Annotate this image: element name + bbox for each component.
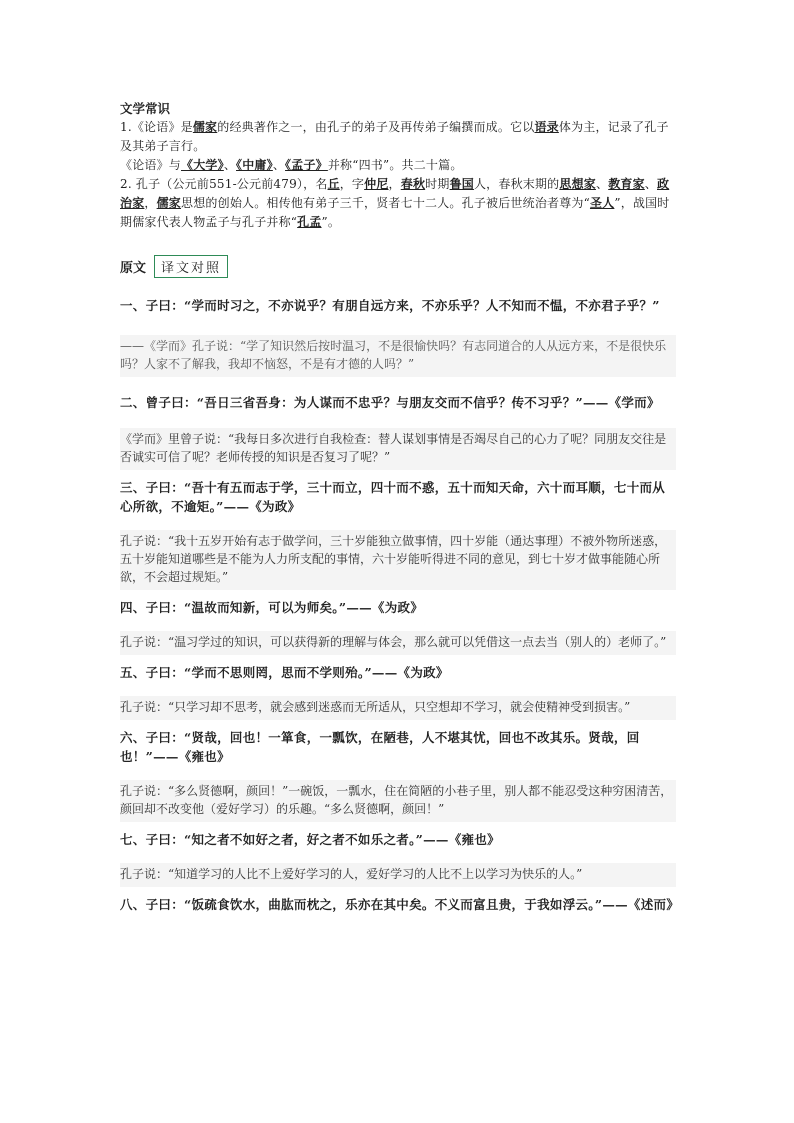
section-5-quote: 五、子曰：“学而不思则罔，思而不学则殆。”——《为政》: [120, 665, 449, 680]
knowledge-paragraph-2: 《论语》与《大学》、《中庸》、《孟子》并称“四书”。共二十篇。: [120, 158, 463, 172]
section-1-translation: ——《学而》孔子说：“学了知识然后按时温习，不是很愉快吗？有志同道合的人从远方来，不是很快乐吗？人家不了解我，我却不恼怒，不是有才德的人吗？”: [120, 335, 676, 377]
knowledge-paragraph-3: 2. 孔子（公元前551-公元前479），名丘，字仲尼，春秋时期鲁国人，春秋末期的思想家、教育家、政治家，儒家思想的创始人。相传他有弟子三千，贤者七十二人。孔子被后世统治者尊为“圣人”，战国时期儒家代表人物孟子与孔子并称“孔孟”。: [120, 177, 670, 229]
section-2-quote: 二、曾子曰：“吾日三省吾身：为人谋而不忠乎？与朋友交而不信乎？传不习乎？”——《学而》: [120, 395, 660, 410]
section-5-translation: 孔子说：“只学习却不思考，就会感到迷惑而无所适从，只空想却不学习，就会使精神受到损害。”: [120, 696, 676, 720]
tab-original[interactable]: 原文: [120, 260, 147, 276]
section-2-translation: 《学而》里曾子说：“我每日多次进行自我检查：替人谋划事情是否竭尽自己的心力了呢？同朋友交往是否诚实可信了呢？老师传授的知识是否复习了呢？”: [120, 428, 676, 470]
section-4-quote: 四、子曰：“温故而知新，可以为师矣。”——《为政》: [120, 600, 424, 615]
section-8-quote: 八、子曰：“饭疏食饮水，曲肱而枕之，乐亦在其中矣。不义而富且贵，于我如浮云。”——《述而》: [120, 897, 680, 912]
section-1-quote: 一、子曰：“学而时习之，不亦说乎？有朋自远方来，不亦乐乎？人不知而不愠，不亦君子乎？”: [120, 298, 660, 313]
section-3-quote: 三、子曰：“吾十有五而志于学，三十而立，四十而不惑，五十而知天命，六十而耳顺，七十而从心所欲，不逾矩。”——《为政》: [120, 480, 666, 514]
section-3-translation: 孔子说：“我十五岁开始有志于做学问，三十岁能独立做事情，四十岁能（通达事理）不被外物所迷惑，五十岁能知道哪些是不能为人力所支配的事情，六十岁能听得进不同的意见，到七十岁才做事能随心所欲，不会超过规矩。”: [120, 530, 676, 590]
section-7-translation: 孔子说：“知道学习的人比不上爱好学习的人，爱好学习的人比不上以学习为快乐的人。”: [120, 863, 676, 887]
section-7-quote: 七、子曰：“知之者不如好之者，好之者不如乐之者。”——《雍也》: [120, 832, 500, 847]
tab-translation[interactable]: 译文对照: [154, 255, 228, 278]
view-tabs: [120, 256, 676, 276]
section-6-quote: 六、子曰：“贤哉，回也！一箪食，一瓢饮，在陋巷，人不堪其忧，回也不改其乐。贤哉，回也！”——《雍也》: [120, 730, 640, 764]
knowledge-title: 文学常识: [120, 101, 171, 116]
knowledge-paragraph-1: 1.《论语》是儒家的经典著作之一，由孔子的弟子及再传弟子编撰而成。它以语录体为主，记录了孔子及其弟子言行。: [120, 120, 669, 153]
section-4-translation: 孔子说：“温习学过的知识，可以获得新的理解与体会，那么就可以凭借这一点去当（别人的）老师了。”: [120, 631, 676, 655]
document-page: [120, 100, 680, 914]
section-6-translation: 孔子说：“多么贤德啊，颜回！”一碗饭，一瓢水，住在简陋的小巷子里，别人都不能忍受这种穷困清苦，颜回却不改变他（爱好学习）的乐趣。“多么贤德啊，颜回！”: [120, 780, 676, 822]
